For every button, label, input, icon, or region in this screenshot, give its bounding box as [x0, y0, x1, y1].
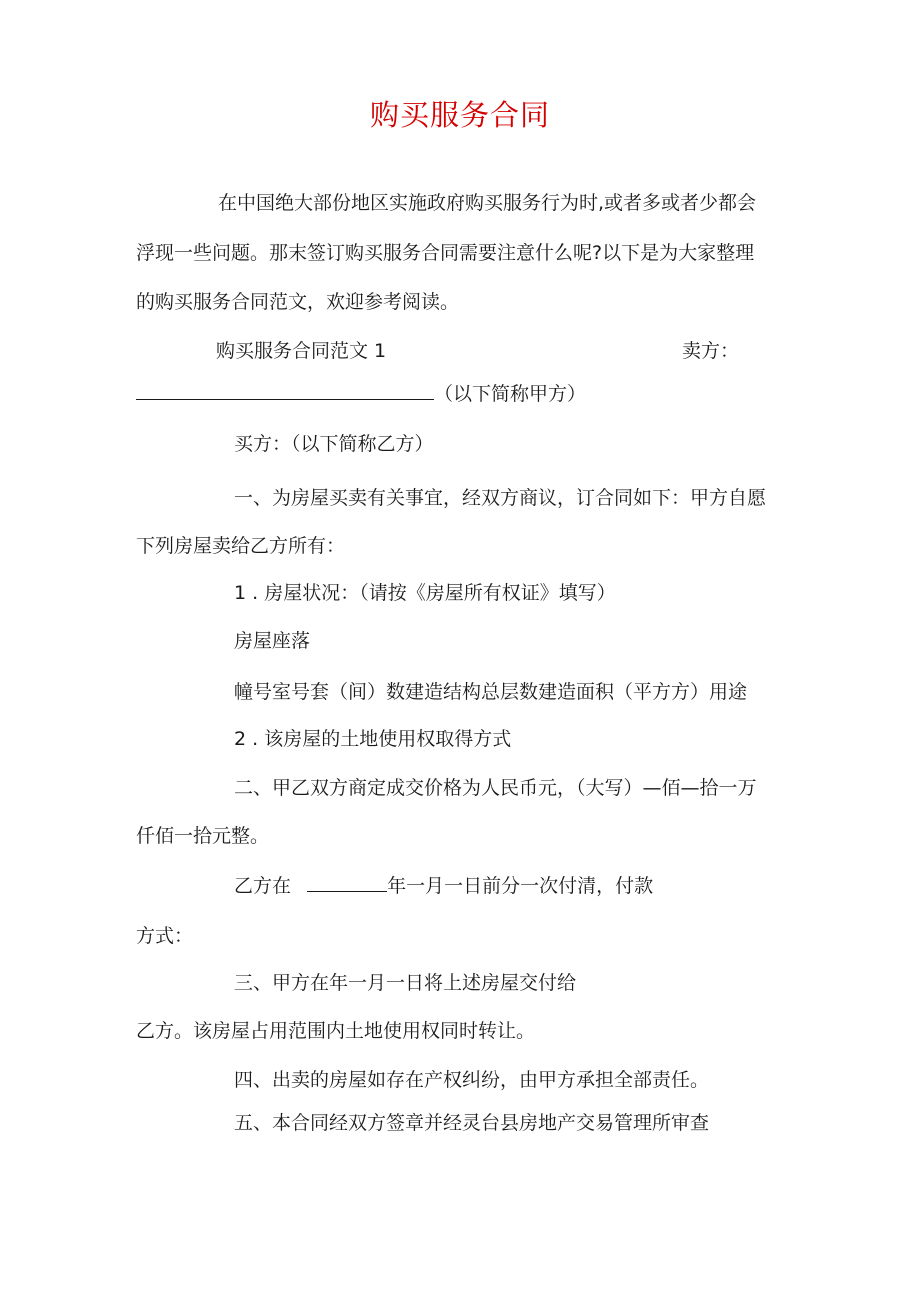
clause1-line-2: 下列房屋卖给乙方所有：	[136, 535, 346, 557]
payment-line	[234, 873, 653, 899]
seller-suffix: （以下简称甲方）	[434, 383, 587, 405]
document-title: 购买服务合同	[369, 98, 550, 132]
clause1-line-1: 一、为房屋买卖有关事宜，经双方商议，订合同如下：甲方自愿	[234, 487, 767, 509]
clause-4: 四、出卖的房屋如存在产权纠纷，由甲方承担全部责任。	[234, 1069, 710, 1091]
intro-line-1: 在中国绝大部份地区实施政府购买服务行为时,或者多或者少都会	[218, 192, 757, 214]
payment-method: 方式：	[136, 925, 194, 947]
sample-heading: 购买服务合同范文 1	[216, 340, 387, 362]
clause2-line-1: 二、甲乙双方商定成交价格为人民币元，（大写）—佰—拾一万	[234, 777, 757, 799]
buyer-line: 买方：（以下简称乙方）	[234, 433, 434, 455]
clause-5: 五、本合同经双方签章并经灵台县房地产交易管理所审查	[234, 1112, 710, 1134]
intro-line-2: 浮现一些问题。那末签订购买服务合同需要注意什么呢?以下是为大家整理	[136, 242, 755, 264]
payment-suffix: 年一月一日前分一次付清，付款	[387, 875, 654, 897]
intro-line-3: 的购买服务合同范文，欢迎参考阅读。	[136, 291, 460, 313]
clause3-line-1: 三、甲方在年一月一日将上述房屋交付给	[234, 972, 577, 994]
payment-year-blank	[307, 873, 387, 892]
seller-line	[136, 381, 586, 407]
seller-blank	[136, 381, 434, 400]
item-2: 2 . 该房屋的土地使用权取得方式	[234, 728, 512, 750]
clause3-line-2: 乙方。该房屋占用范围内土地使用权同时转让。	[136, 1020, 536, 1042]
clause2-line-2: 仟佰一拾元整。	[136, 825, 270, 847]
item-1: 1 . 房屋状况：（请按《房屋所有权证》填写）	[234, 582, 616, 604]
payment-prefix: 乙方在	[234, 875, 292, 897]
seller-label: 卖方：	[682, 340, 740, 362]
property-fields: 幢号室号套（间）数建造结构总层数建造面积（平方方）用途	[234, 681, 748, 703]
location-label: 房屋座落	[234, 630, 311, 652]
